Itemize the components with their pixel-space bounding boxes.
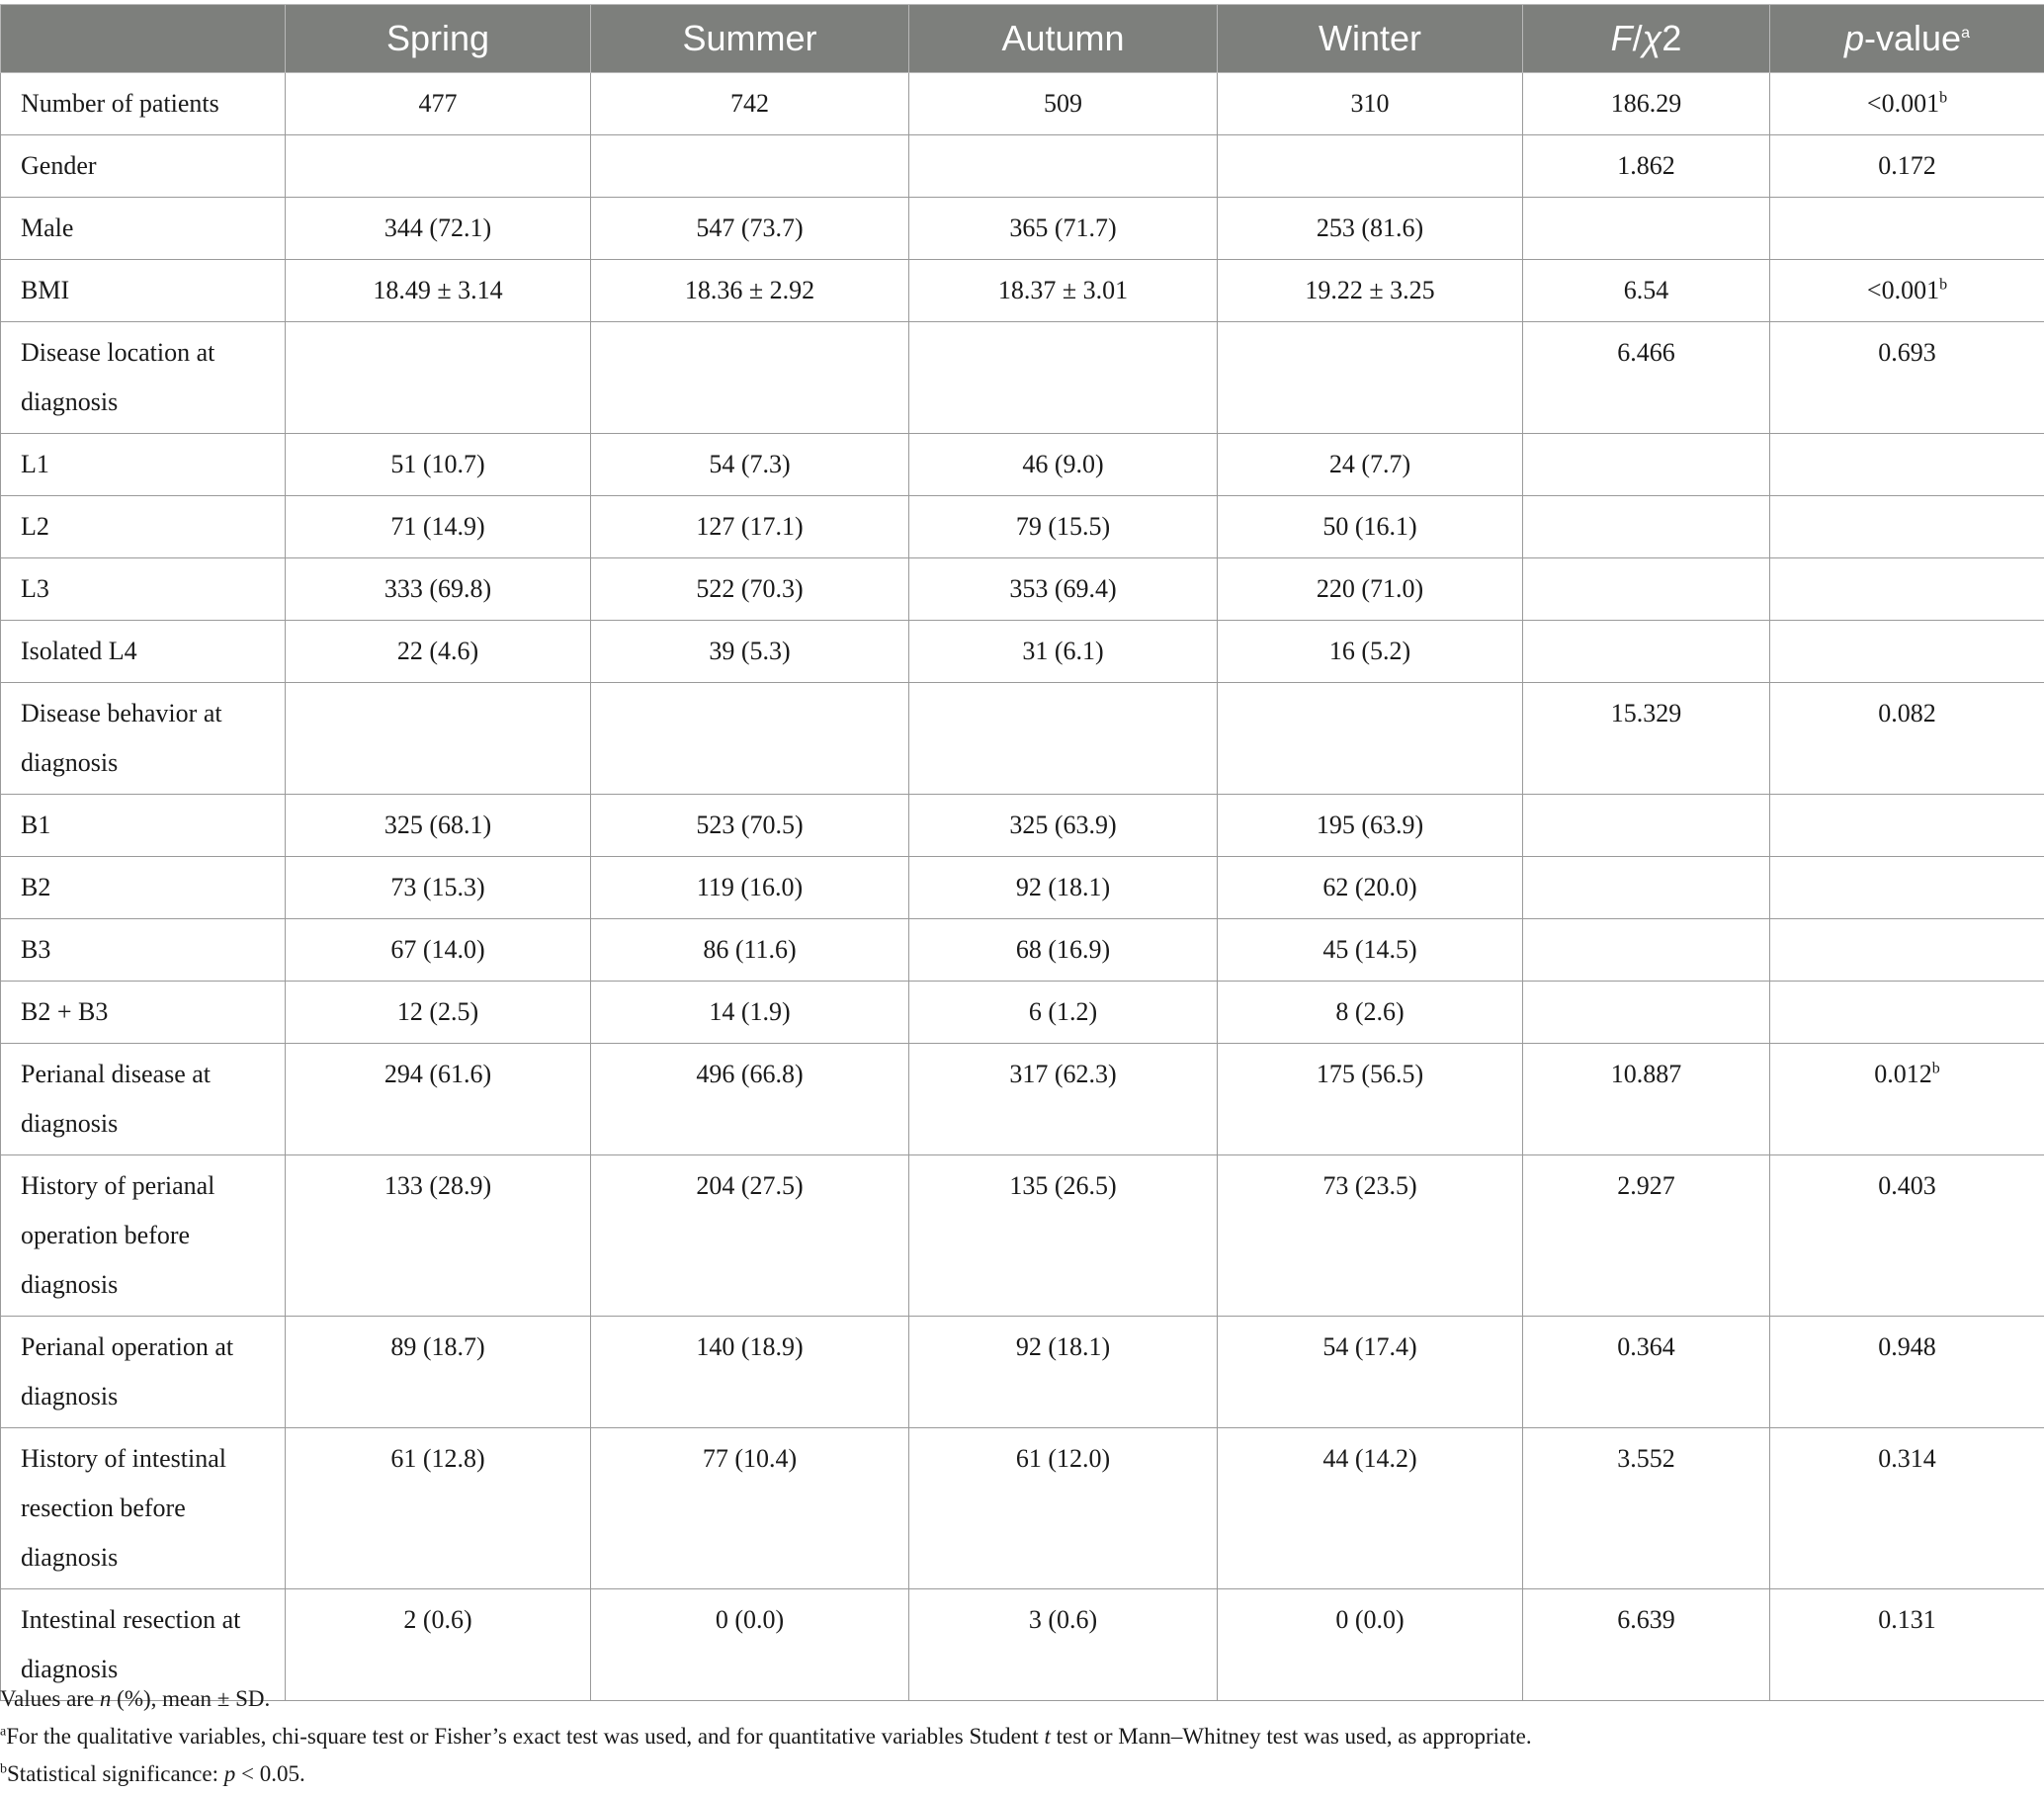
cell-spring: 325 (68.1) <box>286 795 591 857</box>
cell-p-value <box>1770 558 2044 621</box>
table-row <box>1 1428 2044 1589</box>
p-value-text: 0.172 <box>1878 151 1936 180</box>
cell-stat <box>1523 982 1770 1044</box>
table-row <box>1 198 2044 260</box>
table-row <box>1 322 2044 434</box>
table-row <box>1 496 2044 558</box>
header-stat <box>1523 5 1770 73</box>
p-value-sup: b <box>1939 89 1948 107</box>
cell-spring: 294 (61.6) <box>286 1044 591 1155</box>
cell-winter: 253 (81.6) <box>1218 198 1523 260</box>
p-value-text: 0.314 <box>1878 1444 1936 1473</box>
cell-winter <box>1218 322 1523 434</box>
cell-p-value <box>1770 198 2044 260</box>
cell-spring: 2 (0.6) <box>286 1589 591 1701</box>
cell-summer: 523 (70.5) <box>591 795 909 857</box>
cell-autumn: 135 (26.5) <box>909 1155 1218 1317</box>
cell-winter: 220 (71.0) <box>1218 558 1523 621</box>
cell-spring: 73 (15.3) <box>286 857 591 919</box>
header-stat-f: F <box>1610 18 1633 58</box>
cell-winter: 50 (16.1) <box>1218 496 1523 558</box>
row-label: B2 <box>1 857 286 919</box>
p-value-text: 0.082 <box>1878 699 1936 727</box>
table-row <box>1 135 2044 198</box>
cell-summer <box>591 322 909 434</box>
header-p-rest: -value <box>1864 18 1962 58</box>
cell-spring: 89 (18.7) <box>286 1317 591 1428</box>
row-label: B1 <box>1 795 286 857</box>
header-p-value <box>1770 5 2044 73</box>
p-value-text: 0.403 <box>1878 1171 1936 1200</box>
footnote-values-n: n <box>99 1686 112 1711</box>
cell-winter: 0 (0.0) <box>1218 1589 1523 1701</box>
table-header <box>1 5 2044 73</box>
cell-stat <box>1523 198 1770 260</box>
table-row <box>1 621 2044 683</box>
cell-winter: 16 (5.2) <box>1218 621 1523 683</box>
cell-p-value <box>1770 260 2044 322</box>
cell-stat <box>1523 496 1770 558</box>
cell-winter: 45 (14.5) <box>1218 919 1523 982</box>
table-row <box>1 1155 2044 1317</box>
cell-winter <box>1218 683 1523 795</box>
table-row <box>1 73 2044 135</box>
cell-autumn: 68 (16.9) <box>909 919 1218 982</box>
row-label: Number of patients <box>1 73 286 135</box>
cell-p-value <box>1770 1428 2044 1589</box>
row-label: History of perianal operation before diagnosis <box>1 1155 286 1317</box>
row-label: B2 + B3 <box>1 982 286 1044</box>
table-row <box>1 982 2044 1044</box>
cell-spring: 477 <box>286 73 591 135</box>
cell-summer: 547 (73.7) <box>591 198 909 260</box>
cell-summer: 18.36 ± 2.92 <box>591 260 909 322</box>
cell-autumn: 61 (12.0) <box>909 1428 1218 1589</box>
cell-stat <box>1523 558 1770 621</box>
cell-spring: 51 (10.7) <box>286 434 591 496</box>
cell-winter: 175 (56.5) <box>1218 1044 1523 1155</box>
header-spring: Spring <box>286 5 591 73</box>
cell-summer: 39 (5.3) <box>591 621 909 683</box>
cell-spring: 61 (12.8) <box>286 1428 591 1589</box>
cell-spring: 333 (69.8) <box>286 558 591 621</box>
footnote-values-a: Values are <box>0 1686 100 1711</box>
table-row <box>1 683 2044 795</box>
cell-autumn: 6 (1.2) <box>909 982 1218 1044</box>
cell-summer: 54 (7.3) <box>591 434 909 496</box>
cell-stat: 6.639 <box>1523 1589 1770 1701</box>
row-label: L2 <box>1 496 286 558</box>
footnote-values-b: (%), mean ± SD. <box>111 1686 271 1711</box>
footnote-a-sup: a <box>0 1724 7 1740</box>
cell-summer: 204 (27.5) <box>591 1155 909 1317</box>
cell-autumn <box>909 135 1218 198</box>
cell-autumn: 365 (71.7) <box>909 198 1218 260</box>
p-value-text: 0.693 <box>1878 338 1936 367</box>
cell-summer: 742 <box>591 73 909 135</box>
cell-winter: 73 (23.5) <box>1218 1155 1523 1317</box>
row-label: History of intestinal resection before diagnosis <box>1 1428 286 1589</box>
header-summer: Summer <box>591 5 909 73</box>
cell-autumn: 79 (15.5) <box>909 496 1218 558</box>
p-value-text: 0.131 <box>1878 1605 1936 1634</box>
cell-summer: 140 (18.9) <box>591 1317 909 1428</box>
cell-p-value <box>1770 1155 2044 1317</box>
footnote-a <box>0 1718 2044 1755</box>
cell-stat <box>1523 919 1770 982</box>
cell-stat <box>1523 621 1770 683</box>
cell-spring: 344 (72.1) <box>286 198 591 260</box>
cell-summer: 522 (70.3) <box>591 558 909 621</box>
table-row <box>1 795 2044 857</box>
row-label: L1 <box>1 434 286 496</box>
header-winter: Winter <box>1218 5 1523 73</box>
row-label: Isolated L4 <box>1 621 286 683</box>
cell-p-value <box>1770 1317 2044 1428</box>
cell-stat: 3.552 <box>1523 1428 1770 1589</box>
cell-spring <box>286 683 591 795</box>
cell-winter: 24 (7.7) <box>1218 434 1523 496</box>
p-value-text: 0.948 <box>1878 1332 1936 1361</box>
row-label: Male <box>1 198 286 260</box>
cell-autumn: 317 (62.3) <box>909 1044 1218 1155</box>
cell-autumn: 46 (9.0) <box>909 434 1218 496</box>
row-label: Gender <box>1 135 286 198</box>
cell-summer: 496 (66.8) <box>591 1044 909 1155</box>
cell-p-value <box>1770 795 2044 857</box>
cell-summer: 0 (0.0) <box>591 1589 909 1701</box>
cell-stat <box>1523 434 1770 496</box>
footnote-a-text-2: test or Mann–Whitney test was used, as appropriate. <box>1050 1724 1532 1749</box>
header-row <box>1 5 2044 73</box>
cell-p-value <box>1770 857 2044 919</box>
footnote-a-text-1: For the qualitative variables, chi-square test or Fisher’s exact test was used, and for quantitative variables Student <box>6 1724 1045 1749</box>
cell-winter: 310 <box>1218 73 1523 135</box>
footnote-b <box>0 1755 2044 1793</box>
row-label: L3 <box>1 558 286 621</box>
p-value-sup: b <box>1931 1060 1940 1077</box>
cell-autumn <box>909 322 1218 434</box>
cell-summer: 77 (10.4) <box>591 1428 909 1589</box>
cell-p-value <box>1770 496 2044 558</box>
cell-autumn: 509 <box>909 73 1218 135</box>
cell-stat: 10.887 <box>1523 1044 1770 1155</box>
cell-stat: 0.364 <box>1523 1317 1770 1428</box>
cell-stat <box>1523 795 1770 857</box>
cell-winter: 19.22 ± 3.25 <box>1218 260 1523 322</box>
table-row <box>1 434 2044 496</box>
cell-stat: 186.29 <box>1523 73 1770 135</box>
footnote-b-sup: b <box>0 1761 7 1777</box>
cell-p-value <box>1770 982 2044 1044</box>
cell-spring: 67 (14.0) <box>286 919 591 982</box>
table-row <box>1 857 2044 919</box>
cell-stat: 6.466 <box>1523 322 1770 434</box>
table-row <box>1 1044 2044 1155</box>
p-value-sup: b <box>1939 276 1948 294</box>
table-row <box>1 558 2044 621</box>
cell-winter <box>1218 135 1523 198</box>
cell-winter: 8 (2.6) <box>1218 982 1523 1044</box>
cell-p-value <box>1770 73 2044 135</box>
cell-p-value <box>1770 434 2044 496</box>
p-value-text: <0.001 <box>1866 276 1940 304</box>
footnote-b-text: Statistical significance: <box>7 1761 224 1786</box>
p-value-text: <0.001 <box>1866 89 1940 118</box>
row-label: Perianal disease at diagnosis <box>1 1044 286 1155</box>
cell-spring: 22 (4.6) <box>286 621 591 683</box>
cell-summer: 127 (17.1) <box>591 496 909 558</box>
cell-winter: 195 (63.9) <box>1218 795 1523 857</box>
cell-p-value <box>1770 683 2044 795</box>
data-table <box>0 4 2044 1701</box>
cell-spring: 18.49 ± 3.14 <box>286 260 591 322</box>
header-label <box>1 5 286 73</box>
header-autumn: Autumn <box>909 5 1218 73</box>
cell-p-value <box>1770 322 2044 434</box>
footnote-a-t: t <box>1044 1724 1051 1749</box>
cell-stat: 6.54 <box>1523 260 1770 322</box>
cell-p-value <box>1770 621 2044 683</box>
cell-summer: 14 (1.9) <box>591 982 909 1044</box>
table-row <box>1 919 2044 982</box>
row-label: Perianal operation at diagnosis <box>1 1317 286 1428</box>
row-label: Disease location at diagnosis <box>1 322 286 434</box>
cell-autumn: 18.37 ± 3.01 <box>909 260 1218 322</box>
cell-spring: 133 (28.9) <box>286 1155 591 1317</box>
cell-autumn: 3 (0.6) <box>909 1589 1218 1701</box>
header-stat-two: 2 <box>1661 18 1682 58</box>
cell-stat <box>1523 857 1770 919</box>
cell-stat: 15.329 <box>1523 683 1770 795</box>
row-label: Intestinal resection at diagnosis <box>1 1589 286 1701</box>
p-value-text: 0.012 <box>1874 1060 1932 1088</box>
footnote-b-p: p <box>223 1761 236 1786</box>
cell-autumn: 353 (69.4) <box>909 558 1218 621</box>
cell-spring: 71 (14.9) <box>286 496 591 558</box>
row-label: BMI <box>1 260 286 322</box>
footnote-b-tail: < 0.05. <box>235 1761 305 1786</box>
table-body <box>1 73 2044 1701</box>
cell-autumn: 92 (18.1) <box>909 857 1218 919</box>
header-p-sup: a <box>1961 25 1970 42</box>
cell-stat: 1.862 <box>1523 135 1770 198</box>
row-label: B3 <box>1 919 286 982</box>
header-p-letter: p <box>1844 18 1865 58</box>
table-row <box>1 260 2044 322</box>
cell-summer <box>591 135 909 198</box>
cell-stat: 2.927 <box>1523 1155 1770 1317</box>
cell-summer: 119 (16.0) <box>591 857 909 919</box>
footnote-values <box>0 1680 2044 1718</box>
cell-summer: 86 (11.6) <box>591 919 909 982</box>
cell-winter: 62 (20.0) <box>1218 857 1523 919</box>
cell-spring <box>286 322 591 434</box>
table-row <box>1 1317 2044 1428</box>
cell-winter: 44 (14.2) <box>1218 1428 1523 1589</box>
cell-spring <box>286 135 591 198</box>
cell-autumn <box>909 683 1218 795</box>
cell-spring: 12 (2.5) <box>286 982 591 1044</box>
header-stat-chi: χ <box>1642 18 1662 58</box>
cell-autumn: 325 (63.9) <box>909 795 1218 857</box>
cell-p-value <box>1770 135 2044 198</box>
footnotes <box>0 1680 2044 1793</box>
cell-p-value <box>1770 919 2044 982</box>
row-label: Disease behavior at diagnosis <box>1 683 286 795</box>
cell-summer <box>591 683 909 795</box>
cell-autumn: 92 (18.1) <box>909 1317 1218 1428</box>
cell-p-value <box>1770 1044 2044 1155</box>
cell-winter: 54 (17.4) <box>1218 1317 1523 1428</box>
header-stat-slash: / <box>1632 18 1643 58</box>
cell-autumn: 31 (6.1) <box>909 621 1218 683</box>
